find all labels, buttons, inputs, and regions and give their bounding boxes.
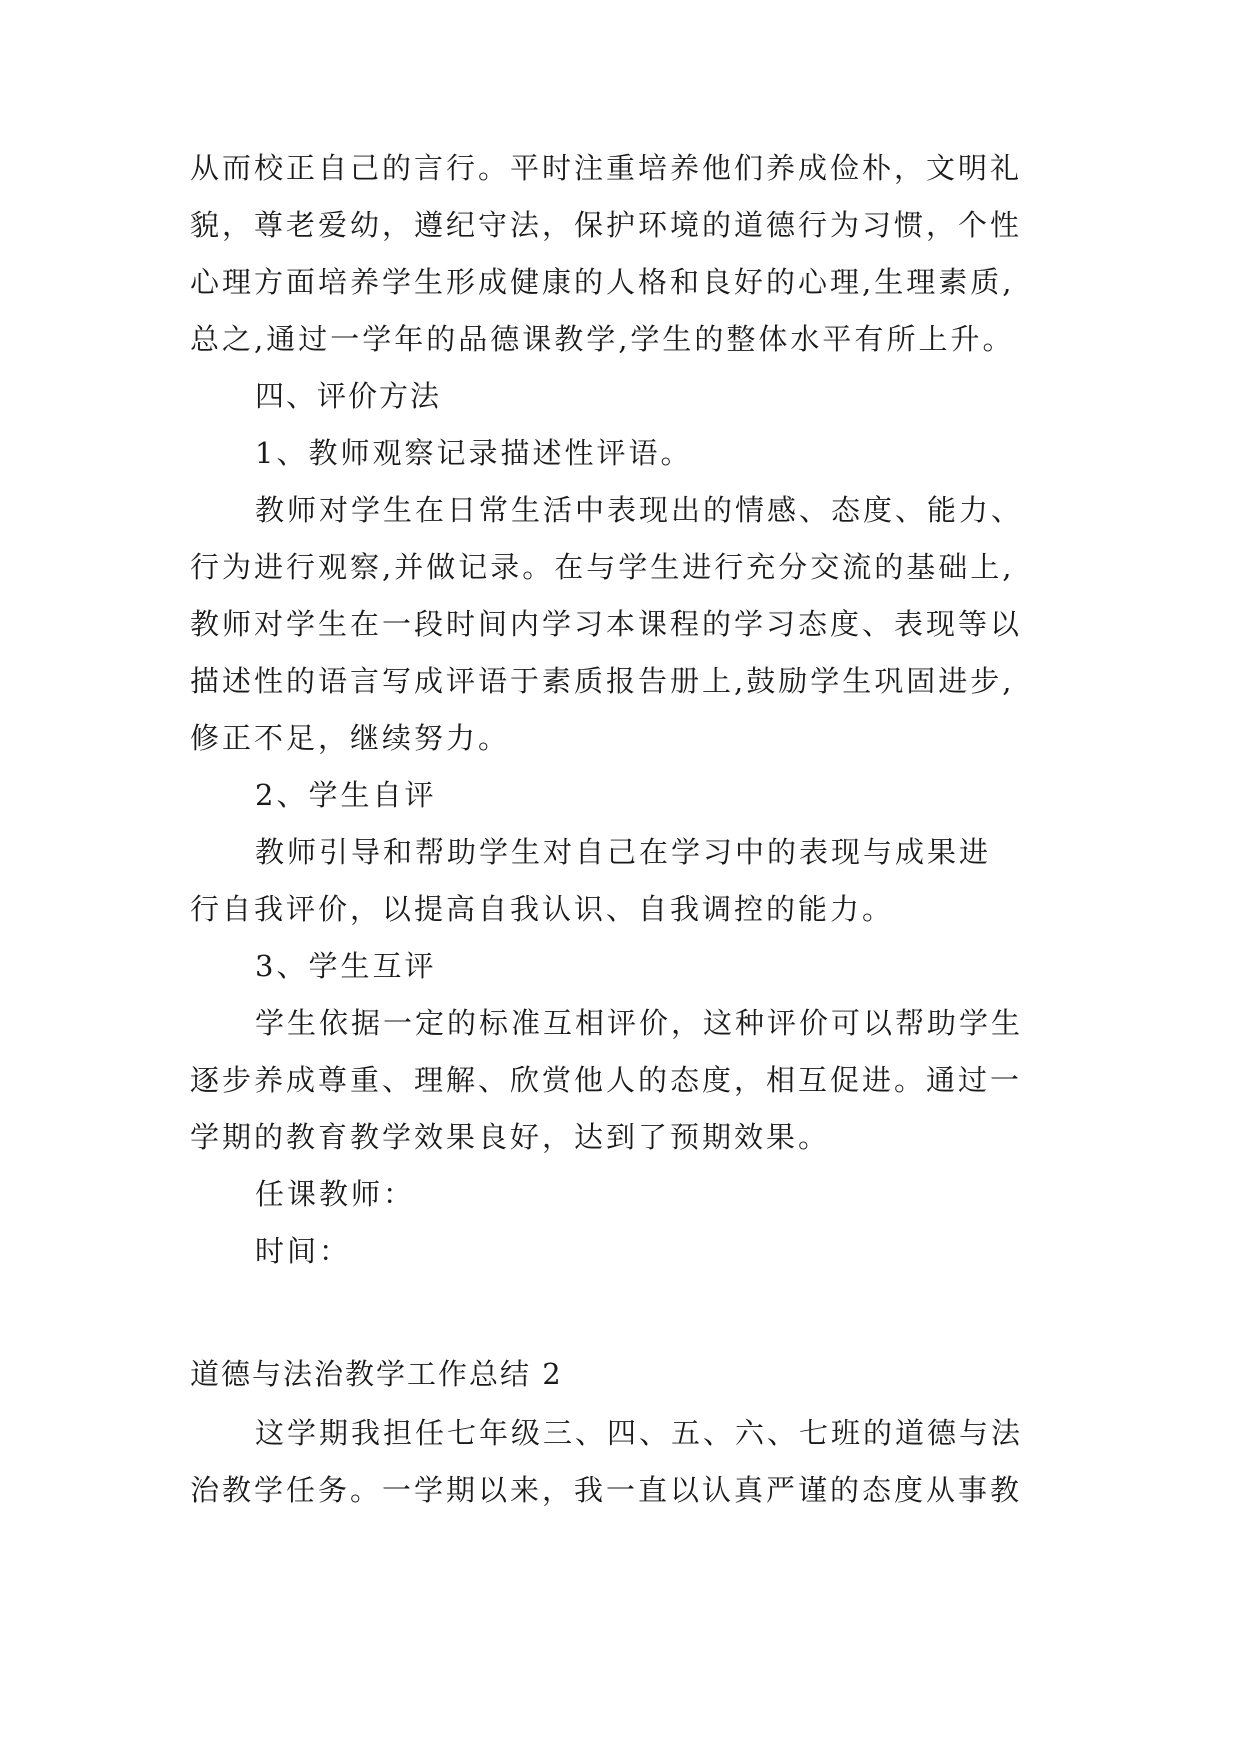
body-text-line: 治教学任务。一学期以来，我一直以认真严谨的态度从事教	[190, 1473, 1023, 1507]
signature-date-label: 时间：	[255, 1234, 352, 1268]
body-text-line: 学生依据一定的标准互相评价，这种评价可以帮助学生	[255, 1006, 1024, 1040]
body-text-line: 教师引导和帮助学生对自己在学习中的表现与成果进	[255, 835, 992, 869]
subsection-heading: 2、学生自评	[255, 778, 437, 812]
body-text-line: 行自我评价，以提高自我认识、自我调控的能力。	[190, 892, 895, 926]
body-text-line: 描述性的语言写成评语于素质报告册上,鼓励学生巩固进步,	[190, 664, 1015, 698]
body-text-line: 貌，尊老爱幼，遵纪守法，保护环境的道德行为习惯，个性	[190, 208, 1023, 242]
body-text-line: 心理方面培养学生形成健康的人格和良好的心理,生理素质,	[190, 265, 1015, 299]
body-text-line: 修正不足，继续努力。	[190, 721, 511, 755]
signature-teacher-label: 任课教师：	[255, 1177, 416, 1211]
body-text-line: 从而校正自己的言行。平时注重培养他们养成俭朴，文明礼	[190, 151, 1023, 185]
section-heading: 四、评价方法	[255, 379, 442, 413]
body-text-line: 学期的教育教学效果良好，达到了预期效果。	[190, 1120, 831, 1154]
body-text-line: 逐步养成尊重、理解、欣赏他人的态度，相互促进。通过一	[190, 1063, 1023, 1097]
body-text-line: 总之,通过一学年的品德课教学,学生的整体水平有所上升。	[190, 322, 1015, 356]
document-title: 道德与法治教学工作总结 2	[190, 1357, 563, 1391]
body-text-line: 这学期我担任七年级三、四、五、六、七班的道德与法	[255, 1416, 1024, 1450]
body-text-line: 行为进行观察,并做记录。在与学生进行充分交流的基础上,	[190, 550, 1015, 584]
body-text-line: 教师对学生在一段时间内学习本课程的学习态度、表现等以	[190, 607, 1023, 641]
subsection-heading: 1、教师观察记录描述性评语。	[255, 436, 693, 470]
body-text-line: 教师对学生在日常生活中表现出的情感、态度、能力、	[255, 493, 1024, 527]
subsection-heading: 3、学生互评	[255, 949, 437, 983]
